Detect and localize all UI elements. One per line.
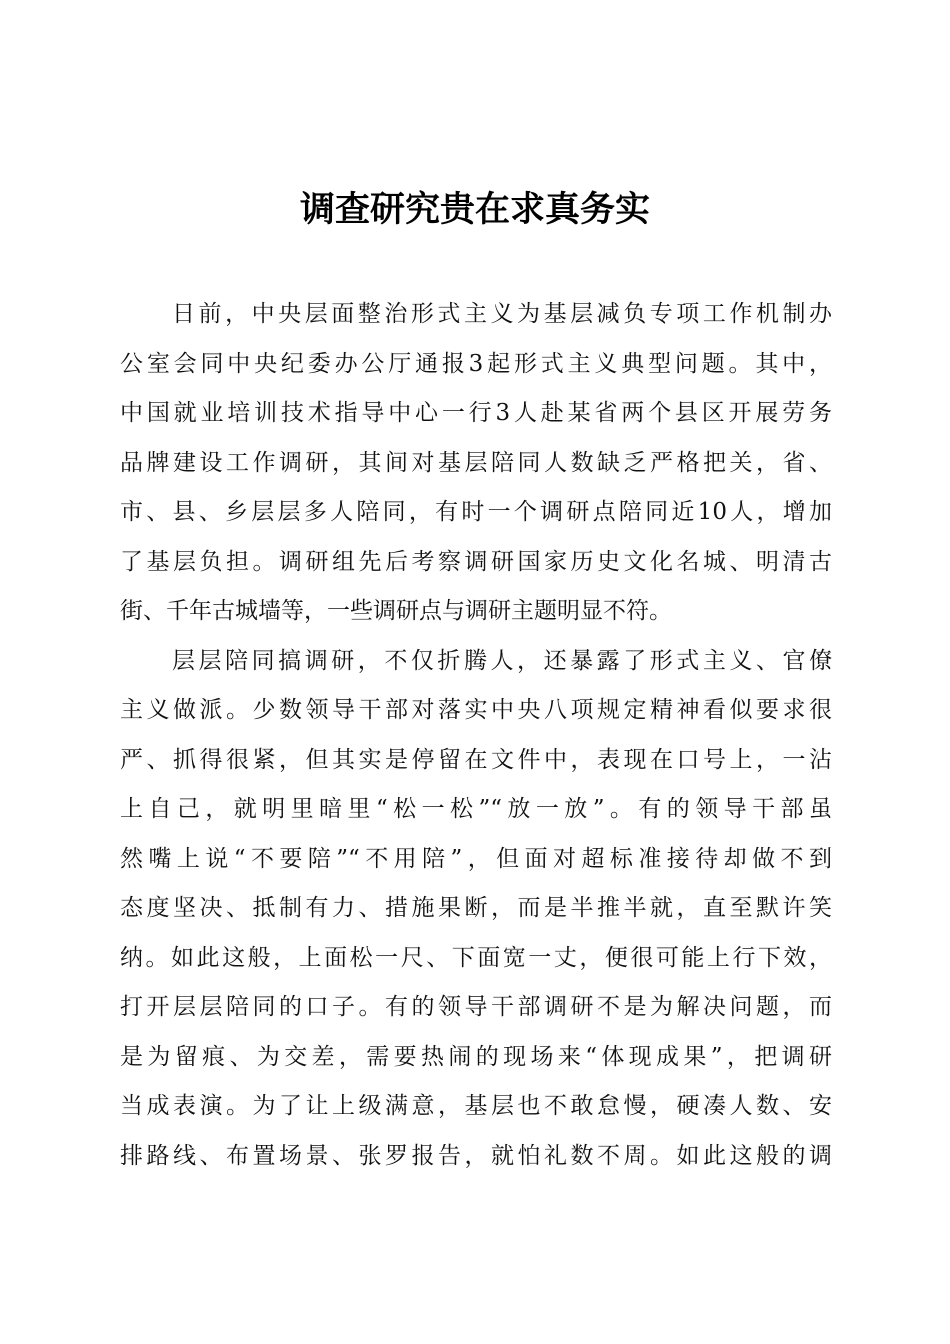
document-body <box>120 290 832 1181</box>
paragraph-line: 态度坚决、抵制有力、措施果断，而是半推半就，直至默许笑 <box>120 895 832 921</box>
paragraph-line: 严、抓得很紧，但其实是停留在文件中，表现在口号上，一沾 <box>120 746 832 773</box>
paragraph-line: 品牌建设工作调研，其间对基层陪同人数缺乏严格把关，省、 <box>120 449 832 476</box>
paragraph-line: 打开层层陪同的口子。有的领导干部调研不是为解决问题，而 <box>120 994 832 1020</box>
document-title: 调查研究贵在求真务实 <box>299 189 650 230</box>
paragraph-1 <box>120 290 832 637</box>
paragraph-line: 当成表演。为了让上级满意，基层也不敢怠慢，硬凑人数、安 <box>120 1093 832 1119</box>
paragraph-line: 层层陪同搞调研，不仅折腾人，还暴露了形式主义、官僚 <box>172 647 832 674</box>
paragraph-line: 了基层负担。调研组先后考察调研国家历史文化名城、明清古 <box>120 548 832 575</box>
paragraph-2 <box>120 637 832 1182</box>
paragraph-line: 上自己，就明里暗里“松一松”“放一放”。有的领导干部虽 <box>120 796 832 822</box>
paragraph-line: 然嘴上说“不要陪”“不用陪”，但面对超标准接待却做不到 <box>120 845 832 872</box>
paragraph-line: 市、县、乡层层多人陪同，有时一个调研点陪同近10人，增加 <box>120 499 832 525</box>
paragraph-line: 中国就业培训技术指导中心一行3人赴某省两个县区开展劳务 <box>120 400 832 426</box>
paragraph-line: 排路线、布置场景、张罗报告，就怕礼数不周。如此这般的调 <box>120 1142 832 1169</box>
paragraph-line: 主义做派。少数领导干部对落实中央八项规定精神看似要求很 <box>120 697 832 723</box>
paragraph-line: 纳。如此这般，上面松一尺、下面宽一丈，便很可能上行下效， <box>120 944 832 971</box>
paragraph-line: 街、千年古城墙等，一些调研点与调研主题明显不符。 <box>120 598 672 624</box>
paragraph-line: 是为留痕、为交差，需要热闹的现场来“体现成果”，把调研 <box>120 1043 832 1070</box>
paragraph-line: 公室会同中央纪委办公厅通报3起形式主义典型问题。其中， <box>120 350 832 377</box>
paragraph-line: 日前，中央层面整治形式主义为基层减负专项工作机制办 <box>172 301 832 327</box>
